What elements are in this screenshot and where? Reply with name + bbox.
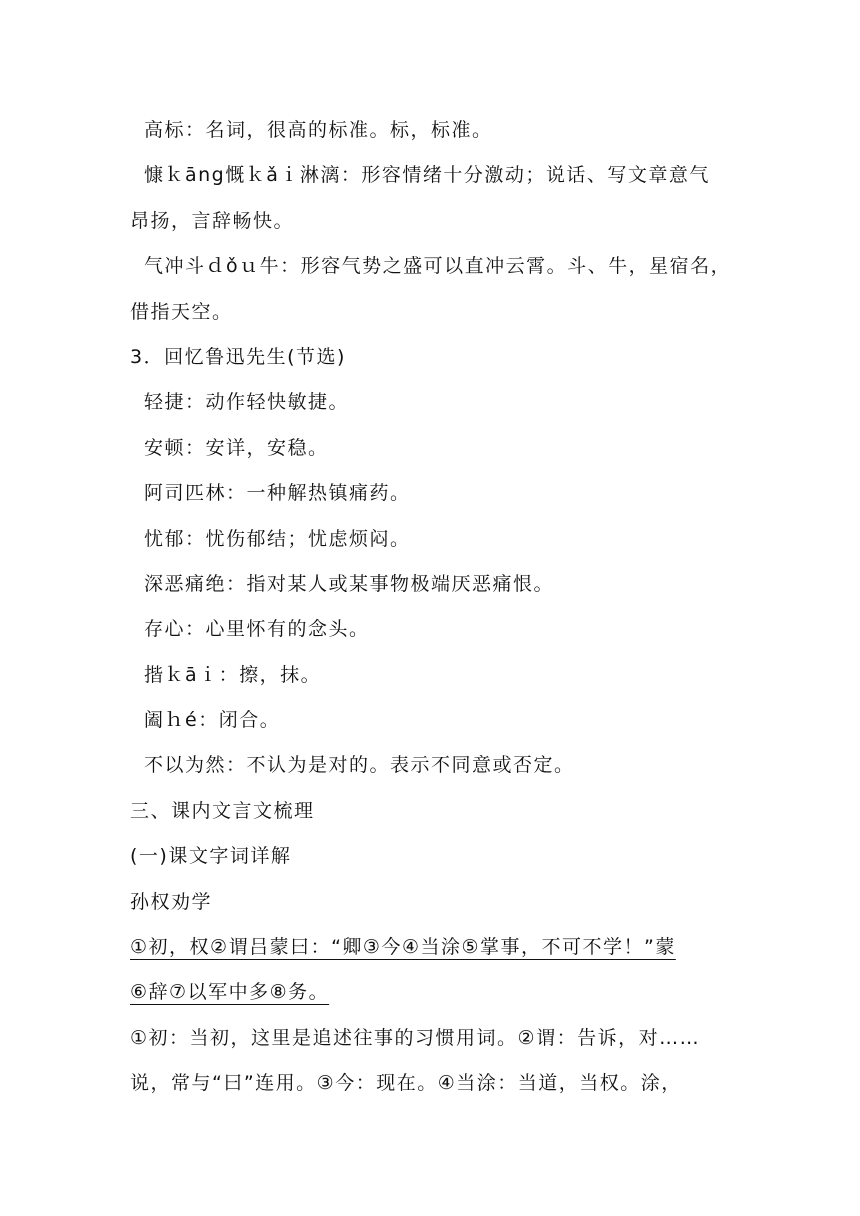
subsection-heading: (一)课文字词详解 (130, 845, 292, 868)
text-line: ①初：当初，这里是追述往事的习惯用词。②谓：告诉，对…… (130, 1026, 701, 1049)
text-line: 慷ｋāng慨ｋǎｉ淋漓：形容情绪十分激动；说话、写文章意气 (144, 164, 710, 187)
text-line: 轻捷：动作轻快敏捷。 (144, 391, 350, 414)
text-line: 高标：名词，很高的标准。标，标准。 (144, 119, 493, 141)
section-heading: 三、课内文言文梳理 (130, 799, 315, 822)
text-line: 昂扬，言辞畅快。 (130, 209, 295, 232)
text-line: 阿司匹林：一种解热镇痛药。 (144, 482, 411, 505)
text-line: 借指天空。 (130, 300, 233, 323)
underlined-passage-line (130, 925, 730, 970)
lesson-title: 孙权劝学 (130, 890, 213, 913)
text-line: 阖ｈé：闭合。 (144, 709, 281, 732)
underlined-passage-line (130, 970, 730, 1015)
underlined-text: ①初，权②谓吕蒙曰：“卿③今④当涂⑤掌事，不可不学！”蒙 (130, 936, 676, 959)
underlined-text: ⑥辞⑦以军中多⑧务。 (130, 981, 330, 1004)
text-line: 揩ｋāｉ：擦，抹。 (144, 663, 322, 686)
section-heading: 3．回忆鲁迅先生(节选) (130, 345, 346, 368)
text-line: 不以为然：不认为是对的。表示不同意或否定。 (144, 754, 575, 777)
text-line: 气冲斗ｄǒｕ牛：形容气势之盛可以直冲云霄。斗、牛，星宿名， (144, 255, 732, 278)
text-line: 安顿：安详，安稳。 (144, 436, 329, 459)
text-line: 存心：心里怀有的念头。 (144, 618, 370, 641)
document-body (130, 108, 730, 1107)
text-line: 说，常与“曰”连用。③今：现在。④当涂：当道，当权。涂， (130, 1072, 682, 1095)
text-line: 忧郁：忧伤郁结；忧虑烦闷。 (144, 527, 411, 550)
text-line: 深恶痛绝：指对某人或某事物极端厌恶痛恨。 (144, 572, 555, 595)
